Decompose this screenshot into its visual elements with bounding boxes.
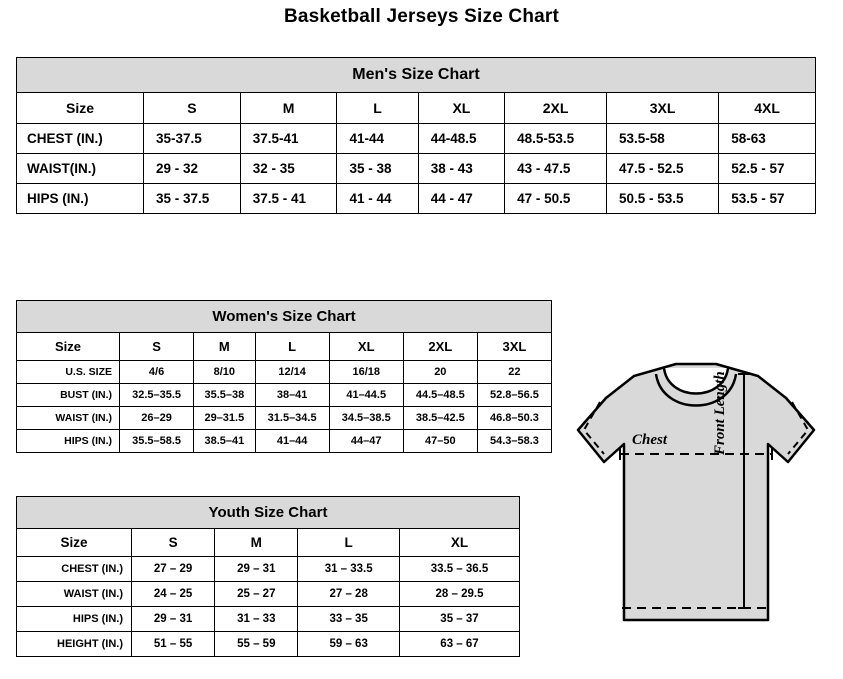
mens-row-label: HIPS (IN.) <box>17 184 144 214</box>
mens-cell: 47 - 50.5 <box>505 184 607 214</box>
womens-cell: 41–44 <box>255 430 329 453</box>
mens-column-header: M <box>240 93 337 124</box>
womens-cell: 26–29 <box>120 407 194 430</box>
mens-column-header: S <box>144 93 241 124</box>
youth-header-row <box>17 529 520 557</box>
youth-cell: 28 – 29.5 <box>399 582 519 607</box>
youth-cell: 59 – 63 <box>298 632 400 657</box>
womens-cell: 38.5–41 <box>194 430 255 453</box>
youth-cell: 29 – 31 <box>132 607 215 632</box>
womens-column-header: 3XL <box>477 333 551 361</box>
womens-cell: 32.5–35.5 <box>120 384 194 407</box>
mens-cell: 52.5 - 57 <box>719 154 816 184</box>
youth-column-header: XL <box>399 529 519 557</box>
front-length-measurement-label: Front Length <box>712 371 728 455</box>
womens-cell: 35.5–38 <box>194 384 255 407</box>
mens-cell: 43 - 47.5 <box>505 154 607 184</box>
mens-cell: 58-63 <box>719 124 816 154</box>
table-row <box>17 154 816 184</box>
mens-cell: 37.5 - 41 <box>240 184 337 214</box>
womens-caption: Women's Size Chart <box>17 301 552 333</box>
womens-column-header: M <box>194 333 255 361</box>
table-row <box>17 557 520 582</box>
mens-cell: 44 - 47 <box>418 184 504 214</box>
mens-table-body <box>17 58 816 214</box>
womens-cell: 4/6 <box>120 361 194 384</box>
mens-caption-row <box>17 58 816 93</box>
chest-measurement-label: Chest <box>632 432 668 448</box>
youth-caption-row <box>17 497 520 529</box>
womens-size-chart-table <box>16 300 552 453</box>
table-row <box>17 384 552 407</box>
youth-cell: 27 – 28 <box>298 582 400 607</box>
youth-cell: 29 – 31 <box>215 557 298 582</box>
womens-cell: 29–31.5 <box>194 407 255 430</box>
youth-size-chart-table <box>16 496 520 657</box>
mens-cell: 35 - 38 <box>337 154 418 184</box>
youth-cell: 31 – 33 <box>215 607 298 632</box>
mens-caption: Men's Size Chart <box>17 58 816 93</box>
womens-cell: 38–41 <box>255 384 329 407</box>
womens-table-body <box>17 301 552 453</box>
mens-column-header: 4XL <box>719 93 816 124</box>
womens-cell: 12/14 <box>255 361 329 384</box>
mens-row-label: WAIST(IN.) <box>17 154 144 184</box>
womens-caption-row <box>17 301 552 333</box>
youth-cell: 35 – 37 <box>399 607 519 632</box>
youth-row-label: HEIGHT (IN.) <box>17 632 132 657</box>
womens-row-label: BUST (IN.) <box>17 384 120 407</box>
womens-cell: 38.5–42.5 <box>403 407 477 430</box>
womens-column-header: 2XL <box>403 333 477 361</box>
womens-cell: 52.8–56.5 <box>477 384 551 407</box>
youth-caption: Youth Size Chart <box>17 497 520 529</box>
womens-row-label: HIPS (IN.) <box>17 430 120 453</box>
mens-cell: 41 - 44 <box>337 184 418 214</box>
table-row <box>17 361 552 384</box>
youth-column-header: M <box>215 529 298 557</box>
womens-cell: 20 <box>403 361 477 384</box>
table-row <box>17 582 520 607</box>
mens-row-label: CHEST (IN.) <box>17 124 144 154</box>
mens-cell: 41-44 <box>337 124 418 154</box>
mens-column-header: L <box>337 93 418 124</box>
mens-cell: 35 - 37.5 <box>144 184 241 214</box>
womens-cell: 47–50 <box>403 430 477 453</box>
womens-header-row <box>17 333 552 361</box>
table-row <box>17 607 520 632</box>
womens-row-label: U.S. SIZE <box>17 361 120 384</box>
womens-cell: 35.5–58.5 <box>120 430 194 453</box>
table-row <box>17 184 816 214</box>
mens-cell: 44-48.5 <box>418 124 504 154</box>
mens-header-row <box>17 93 816 124</box>
mens-column-header: 2XL <box>505 93 607 124</box>
youth-cell: 55 – 59 <box>215 632 298 657</box>
table-row <box>17 407 552 430</box>
mens-cell: 38 - 43 <box>418 154 504 184</box>
mens-size-chart-table <box>16 57 816 214</box>
youth-column-header: L <box>298 529 400 557</box>
youth-cell: 51 – 55 <box>132 632 215 657</box>
table-row <box>17 632 520 657</box>
youth-column-header: Size <box>17 529 132 557</box>
womens-row-label: WAIST (IN.) <box>17 407 120 430</box>
womens-cell: 41–44.5 <box>329 384 403 407</box>
youth-cell: 63 – 67 <box>399 632 519 657</box>
mens-cell: 50.5 - 53.5 <box>607 184 719 214</box>
womens-column-header: L <box>255 333 329 361</box>
womens-cell: 44.5–48.5 <box>403 384 477 407</box>
mens-cell: 53.5 - 57 <box>719 184 816 214</box>
youth-cell: 31 – 33.5 <box>298 557 400 582</box>
mens-cell: 53.5-58 <box>607 124 719 154</box>
youth-cell: 25 – 27 <box>215 582 298 607</box>
youth-column-header: S <box>132 529 215 557</box>
mens-cell: 37.5-41 <box>240 124 337 154</box>
jersey-measurement-diagram <box>556 358 836 673</box>
mens-column-header: XL <box>418 93 504 124</box>
youth-table-body <box>17 497 520 657</box>
mens-column-header: 3XL <box>607 93 719 124</box>
womens-cell: 54.3–58.3 <box>477 430 551 453</box>
youth-cell: 27 – 29 <box>132 557 215 582</box>
womens-column-header: S <box>120 333 194 361</box>
womens-column-header: Size <box>17 333 120 361</box>
youth-cell: 33.5 – 36.5 <box>399 557 519 582</box>
mens-cell: 47.5 - 52.5 <box>607 154 719 184</box>
womens-cell: 22 <box>477 361 551 384</box>
womens-column-header: XL <box>329 333 403 361</box>
youth-row-label: HIPS (IN.) <box>17 607 132 632</box>
mens-cell: 29 - 32 <box>144 154 241 184</box>
mens-cell: 48.5-53.5 <box>505 124 607 154</box>
womens-cell: 34.5–38.5 <box>329 407 403 430</box>
youth-cell: 24 – 25 <box>132 582 215 607</box>
mens-cell: 32 - 35 <box>240 154 337 184</box>
mens-column-header: Size <box>17 93 144 124</box>
womens-cell: 16/18 <box>329 361 403 384</box>
womens-cell: 46.8–50.3 <box>477 407 551 430</box>
womens-cell: 31.5–34.5 <box>255 407 329 430</box>
table-row <box>17 124 816 154</box>
table-row <box>17 430 552 453</box>
womens-cell: 44–47 <box>329 430 403 453</box>
youth-cell: 33 – 35 <box>298 607 400 632</box>
page-title: Basketball Jerseys Size Chart <box>283 6 560 27</box>
youth-row-label: WAIST (IN.) <box>17 582 132 607</box>
mens-cell: 35-37.5 <box>144 124 241 154</box>
youth-row-label: CHEST (IN.) <box>17 557 132 582</box>
womens-cell: 8/10 <box>194 361 255 384</box>
